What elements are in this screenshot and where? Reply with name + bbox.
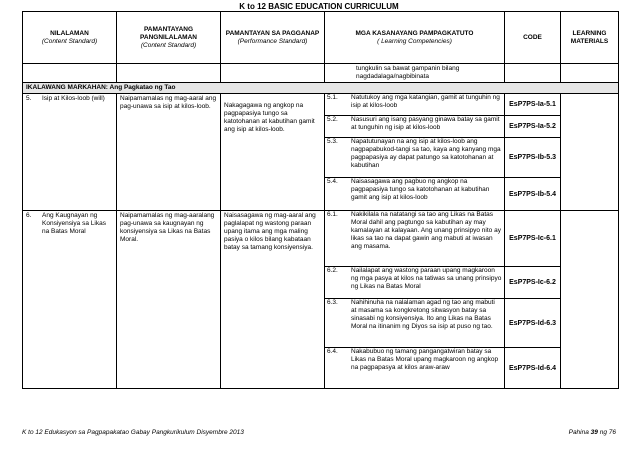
header-nilalaman-sub: (Content Standard) <box>41 37 98 45</box>
content-standard-cell: Naipamamalas ng mag-aaral ang pag-unawa sa isip at kilos-loob. <box>117 94 221 211</box>
page-prefix: Pahina <box>568 429 589 436</box>
content-number: 6. <box>26 212 32 219</box>
competency-code: EsP7PS-Ic-6.1 <box>505 211 560 267</box>
table-row <box>23 94 619 211</box>
competency-code: EsP7PS-Id-6.4 <box>508 364 557 372</box>
competency-text: Nailalapat ang wastong paraan upang magkaroon ng mga pasya at kilos na tatiwas sa unang prinsipyo ng Likas na Batas Moral <box>351 267 502 290</box>
competency-code: EsP7PS-Ia-5.1 <box>505 94 560 116</box>
empty-cell <box>117 64 221 83</box>
competency-number: 6.3. <box>327 299 338 306</box>
empty-cell <box>221 64 325 83</box>
curriculum-table <box>22 11 619 389</box>
list-item <box>325 94 504 116</box>
competency-text: Nahihinuha na nalalaman agad ng tao ang mabuti at masama sa kongkretong sitwasyon batay sa sinasabi ng konsiyensiya. Ito ang Likas na Batas Moral na itinanim ng Diyos sa isip at puso ng tao. <box>351 299 495 330</box>
competency-text: Naisasagawa ang pagbuo ng angkop na pagpapasiya tungo sa katotohanan at kabutihan gamit ang isip at kilos-loob <box>351 178 490 201</box>
competency-code: EsP7PS-Ib-5.4 <box>508 190 557 198</box>
competency-code: EsP7PS-Ic-6.2 <box>505 267 560 299</box>
header-kasanayan <box>325 12 505 64</box>
continuation-row <box>23 64 619 83</box>
competency-number: 6.4. <box>327 348 338 355</box>
list-item <box>325 138 504 178</box>
competency-number: 6.2. <box>327 267 338 274</box>
quarter-row <box>23 83 619 94</box>
list-item <box>325 211 504 267</box>
content-cell <box>23 94 117 211</box>
list-item <box>325 178 504 210</box>
list-item <box>325 116 504 138</box>
continuation-competency <box>325 64 505 83</box>
empty-cell <box>505 64 561 83</box>
document-title: K to 12 BASIC EDUCATION CURRICULUM <box>239 2 399 11</box>
header-materials: LEARNING MATERIALS <box>561 12 619 64</box>
content-text: Isip at Kilos-loob (will) <box>42 95 105 102</box>
header-pamantayang-pangnilalaman <box>117 12 221 64</box>
content-cell <box>23 211 117 389</box>
competency-number: 6.1. <box>327 211 338 218</box>
competency-text: Nakikilala na natatangi sa tao ang Likas na Batas Moral dahil ang pagtungo sa kabutihan ay may kamalayan at kalayaan. Ang unang prinsipyo nito ay likas sa tao na dapat gawin ang mabuti at iwasan ang masama. <box>351 211 501 250</box>
footer-page-number <box>569 429 616 436</box>
competency-code: EsP7PS-Ib-5.3 <box>505 138 560 178</box>
competency-text: Nasusuri ang isang pasyang ginawa batay sa gamit at tunguhin ng isip at kilos-loob <box>351 116 500 131</box>
quarter-label: IKALAWANG MARKAHAN: Ang Pagkatao ng Tao <box>23 83 619 94</box>
footer-document-name: K to 12 Edukasyon sa Pagpapakatao Gabay Pangkurikulum Disyembre 2013 <box>22 429 244 436</box>
competency-number: 5.4. <box>327 178 338 185</box>
table-row <box>23 211 619 389</box>
performance-standard-text: Nakagagawa ng angkop na pagpapasiya tungo sa katotohanan at kabutihan gamit ang isip at kilos-loob. <box>224 102 315 133</box>
competency-text: Napatutunayan na ang isip at kilos-loob ang nagpapabukod-tangi sa tao, kaya ang kanyang mga pagpapasiya ay dapat patungo sa katotohanan at kabutihan <box>351 138 501 169</box>
code-cell <box>505 94 561 211</box>
header-code: CODE <box>505 12 561 64</box>
materials-cell <box>561 211 619 389</box>
empty-cell <box>561 64 619 83</box>
continuation-text: tungkulin sa bawat gampanin bilang nagdadalaga/nagbibinata <box>356 65 460 80</box>
header-pamantayang-sub: (Content Standard) <box>140 41 197 49</box>
header-kasanayan-sub: ( Learning Competencies) <box>377 37 452 45</box>
materials-cell <box>561 94 619 211</box>
header-pagganap-label: PAMANTAYAN SA PAGGANAP <box>225 29 320 37</box>
list-item <box>325 267 504 299</box>
performance-standard-cell: Naisasagawa ng mag-aaral ang paglalapat ng wastong paraan upang itama ang mga maling pasiya o kilos bilang kabataan batay sa tamang konsiyensiya. <box>221 211 325 389</box>
content-text: Ang Kaugnayan ng Konsiyensiya sa Likas na Batas Moral <box>42 212 106 235</box>
header-pagganap-sub: (Performance Standard) <box>237 37 308 45</box>
page-number: 39 <box>590 429 598 436</box>
competency-code: EsP7PS-Id-6.3 <box>505 299 560 348</box>
header-pamantayang-label: PAMANTAYANG PANGNILALAMAN <box>140 25 197 41</box>
competency-text: Nakabubuo ng tamang pangangatwiran batay sa Likas na Batas Moral upang magkaroon ng angkop na pagpapasya at kilos araw-araw <box>351 348 499 371</box>
performance-standard-cell <box>221 94 325 211</box>
competency-number: 5.1. <box>327 94 338 101</box>
competency-code: EsP7PS-Ia-5.2 <box>505 116 560 138</box>
header-kasanayan-label: MGA KASANAYANG PAMPAGKATUTO <box>355 29 474 37</box>
content-standard-cell: Naipamamalas ng mag-aaralang pag-unawa sa kaugnayan ng konsiyensiya sa Likas na Batas Moral. <box>117 211 221 389</box>
empty-cell <box>23 64 117 83</box>
list-item <box>325 348 504 388</box>
competencies-cell <box>325 211 505 389</box>
header-nilalaman-label: NILALAMAN <box>50 29 89 37</box>
competencies-cell <box>325 94 505 211</box>
header-pamantayan-sa-pagganap <box>221 12 325 64</box>
page-suffix: ng 76 <box>599 429 616 436</box>
competency-text: Natutukoy ang mga katangian, gamit at tunguhin ng isip at kilos-loob <box>351 94 500 109</box>
header-row <box>23 12 619 64</box>
content-number: 5. <box>26 95 32 102</box>
competency-number: 5.2. <box>327 116 338 123</box>
list-item <box>325 299 504 348</box>
competency-number: 5.3. <box>327 138 338 145</box>
header-nilalaman <box>23 12 117 64</box>
code-cell <box>505 211 561 389</box>
